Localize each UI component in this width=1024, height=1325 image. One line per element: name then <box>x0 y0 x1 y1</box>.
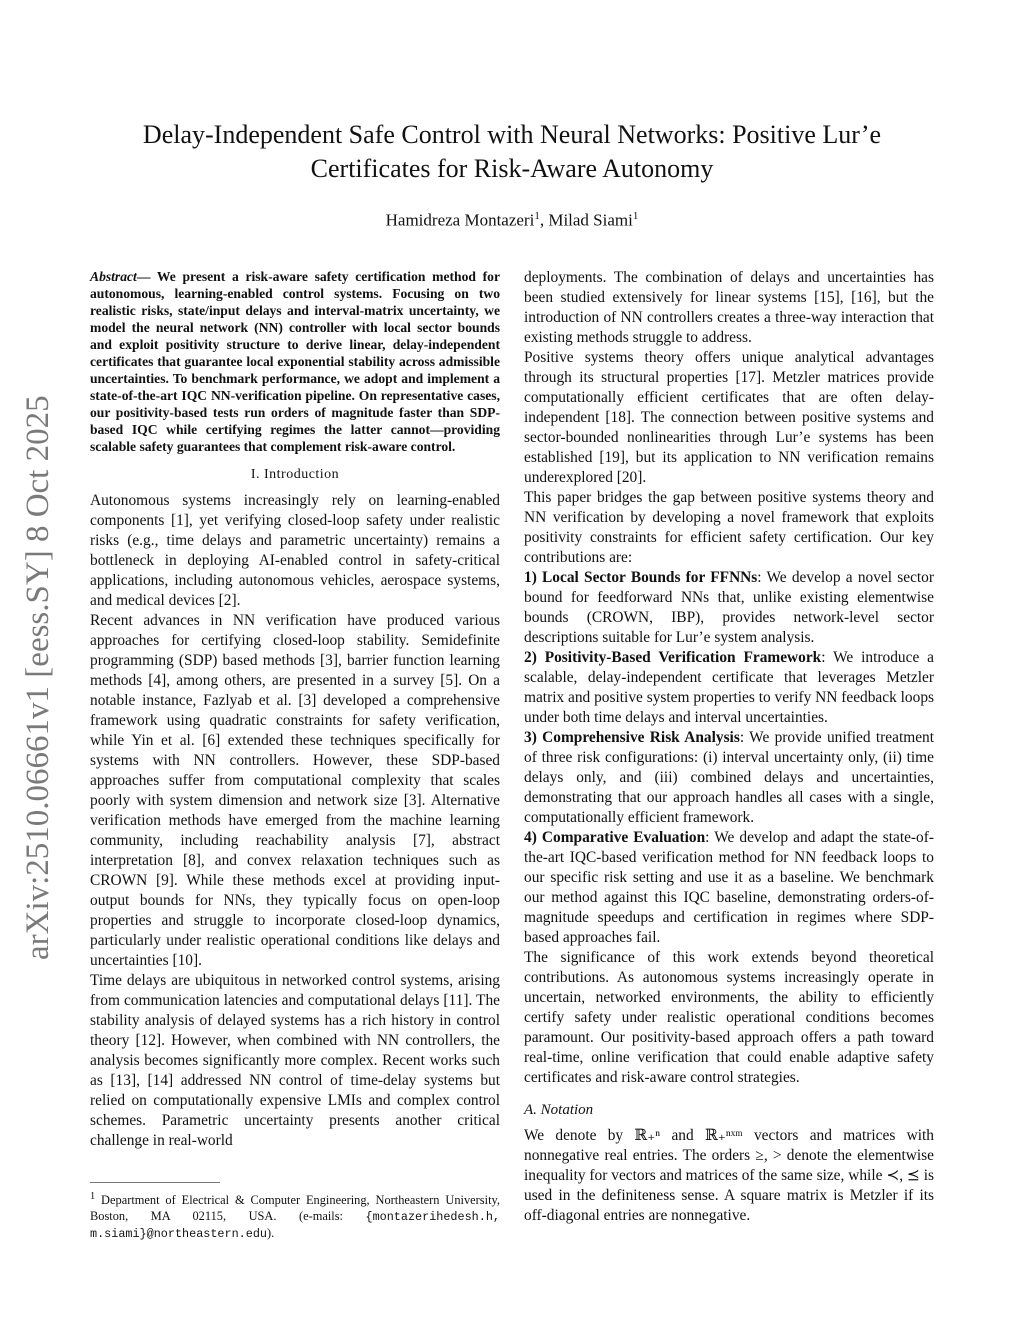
left-column <box>90 268 500 1151</box>
authors <box>60 210 964 231</box>
abstract-dash: — <box>136 269 157 284</box>
contribution-text: : We develop a novel sector bound for feedforward NNs that, unlike existing elementwise bounds (CROWN, IBP), provides network-level sector descriptions suitable for Lur’e system analysis. <box>524 569 934 646</box>
contribution-text: : We introduce a scalable, delay-independent certificate that leverages Metzler matrix and positive system properties to verify NN feedback loops under both time delays and interval uncertainties. <box>524 649 934 726</box>
author-2-affil: 1 <box>632 210 639 222</box>
contribution-item <box>524 828 934 948</box>
math-elementwise-orders: ≥, > <box>755 1147 782 1164</box>
author-1-affil: 1 <box>534 210 540 222</box>
paragraph: Time delays are ubiquitous in networked control systems, arising from communication latencies and computational delays [11]. The stability analysis of delayed systems has a rich history in control theory [12]. However, when combined with NN controllers, the analysis becomes significantly more complex. Recent works such as [13], [14] addressed NN control of time-delay systems but relied on computationally expensive LMIs and complex control schemes. Parametric uncertainty presents another critical challenge in real-world <box>90 972 500 1149</box>
abstract-text: We present a risk-aware safety certification method for autonomous, learning-enabled control systems. Focusing on two realistic risks, state/input delays and interval-matrix uncertainty, we model the neural network (NN) controller with local sector bounds and exploit positivity structure to derive linear, delay-independent certificates that guarantee local exponential stability across admissible uncertainties. To benchmark performance, we adopt and implement a state-of-the-art IQC NN-verification pipeline. On representative cases, our positivity-based tests run orders of magnitude faster than SDP-based IQC while certifying regimes the latter cannot—providing scalable safety guarantees that complement risk-aware control. <box>90 269 500 454</box>
notation-text: We denote by <box>524 1127 635 1144</box>
title-line-2: Certificates for Risk-Aware Autonomy <box>310 154 714 183</box>
contribution-label: 1) Local Sector Bounds for FFNNs <box>524 569 758 586</box>
contribution-label: 4) Comparative Evaluation <box>524 829 706 846</box>
notation-text: denote the elementwise inequality for vectors and matrices of the same size, while <box>524 1147 934 1184</box>
author-1: Hamidreza Montazeri <box>385 210 535 230</box>
paragraph: Autonomous systems increasingly rely on learning-enabled components [1], yet verifying closed-loop safety under realistic risks (e.g., time delays and parametric uncertainty) remains a bottleneck in deploying AI-enabled control in safety-critical applications, including autonomous vehicles, aerospace systems, and medical devices [2]. <box>90 492 500 609</box>
right-column <box>524 268 934 1226</box>
author-2: Milad Siami <box>548 210 633 230</box>
math-nonneg-vectors: ℝ₊ⁿ <box>634 1127 661 1144</box>
paragraph: Recent advances in NN verification have produced various approaches for certifying closed-loop stability. Semidefinite programming (SDP) based methods [3], barrier function learning methods [4], among others, are presented in a survey [5]. On a notable instance, Fazlyab et al. [3] developed a comprehensive framework using quadratic constraints for safety verification, while Yin et al. [6] extended these techniques specifically for systems with NN controllers. However, these SDP-based approaches suffer from computational complexity that scales poorly with system dimension and network size [3]. Alternative verification methods have emerged from the machine learning community, including reachability analysis [7], abstract interpretation [8], and convex relaxation techniques such as CROWN [9]. While these methods excel at providing input-output bounds for NNs, they typically focus on open-loop properties and struggle to incorporate closed-loop dynamics, particularly under realistic operational conditions like delays and uncertainties [10]. <box>90 612 500 969</box>
notation-text: is used in the definiteness sense. A square matrix is Metzler if its off-diagonal entries are nonnegative. <box>524 1167 934 1224</box>
abstract <box>90 268 500 455</box>
math-nonneg-matrices: ℝ₊ⁿˣᵐ <box>704 1127 743 1144</box>
author-sep: , <box>539 210 549 230</box>
paper-title <box>60 118 964 186</box>
footnote-end: ). <box>266 1226 275 1241</box>
contribution-item <box>524 648 934 728</box>
notation-text: vectors and matrices with nonnegative real entries. The orders <box>524 1127 934 1164</box>
footnote-mark: 1 <box>90 1191 96 1202</box>
abstract-label: Abstract <box>90 269 137 284</box>
footnote <box>90 1182 500 1242</box>
arxiv-side-label: arXiv:2510.06661v1 [eess.SY] 8 Oct 2025 <box>20 395 56 960</box>
paragraph-significance: The significance of this work extends beyond theoretical contributions. As autonomous systems increasingly operate in uncertain, networked environments, the ability to efficiently certify safety under realistic operational conditions becomes paramount. Our positivity-based approach offers a path toward real-time, online verification that could enable adaptive safety certificates and risk-aware control strategies. <box>524 949 934 1086</box>
math-definiteness-orders: ≺, ⪯ <box>886 1167 920 1184</box>
section-heading-introduction: I. Introduction <box>250 467 340 482</box>
notation-text: and <box>660 1127 705 1144</box>
paragraph: Positive systems theory offers unique analytical advantages through its structural properties [17]. Metzler matrices provide computationally efficient certificates that are often delay-independent [18]. The connection between positive systems and sector-bounded nonlinearities through Lur’e systems has been established [19], but its application to NN verification remains underexplored [20]. <box>524 349 934 486</box>
contribution-item <box>524 568 934 648</box>
paragraph-notation <box>524 1126 934 1226</box>
contribution-label: 2) Positivity-Based Verification Framework <box>524 649 822 666</box>
contribution-label: 3) Comprehensive Risk Analysis <box>524 729 740 746</box>
contribution-text: : We provide unified treatment of three risk configurations: (i) interval uncertainty only, (ii) time delays only, and (iii) combined delays and uncertainties, demonstrating that our approach handles all cases with a single, computationally efficient framework. <box>524 729 934 826</box>
footnote-text: Department of Electrical & Computer Engineering, Northeastern University, Boston, MA 02115, USA. (e-mails: <box>90 1193 500 1224</box>
footnote-emails: {montazerihedesh.h, m.siami}@northeastern.edu <box>90 1210 500 1242</box>
paragraph: deployments. The combination of delays and uncertainties has been studied extensively for linear systems [15], [16], but the introduction of NN controllers creates a three-way interaction that existing methods struggle to address. <box>524 269 934 346</box>
subsection-heading-notation: A. Notation <box>524 1102 594 1118</box>
title-line-1: Delay-Independent Safe Control with Neural Networks: Positive Lur’e <box>142 120 882 149</box>
footnote-rule <box>90 1182 220 1183</box>
contribution-item <box>524 728 934 828</box>
contribution-text: : We develop and adapt the state-of-the-art IQC-based verification method for NN feedback loops to our specific risk setting and use it as a baseline. We benchmark our method against this IQC baseline, demonstrating orders-of-magnitude speedups and certification in regimes where SDP-based approaches fail. <box>524 829 934 946</box>
paragraph: This paper bridges the gap between positive systems theory and NN verification by developing a novel framework that exploits positivity constraints for efficient safety certification. Our key contributions are: <box>524 489 934 566</box>
